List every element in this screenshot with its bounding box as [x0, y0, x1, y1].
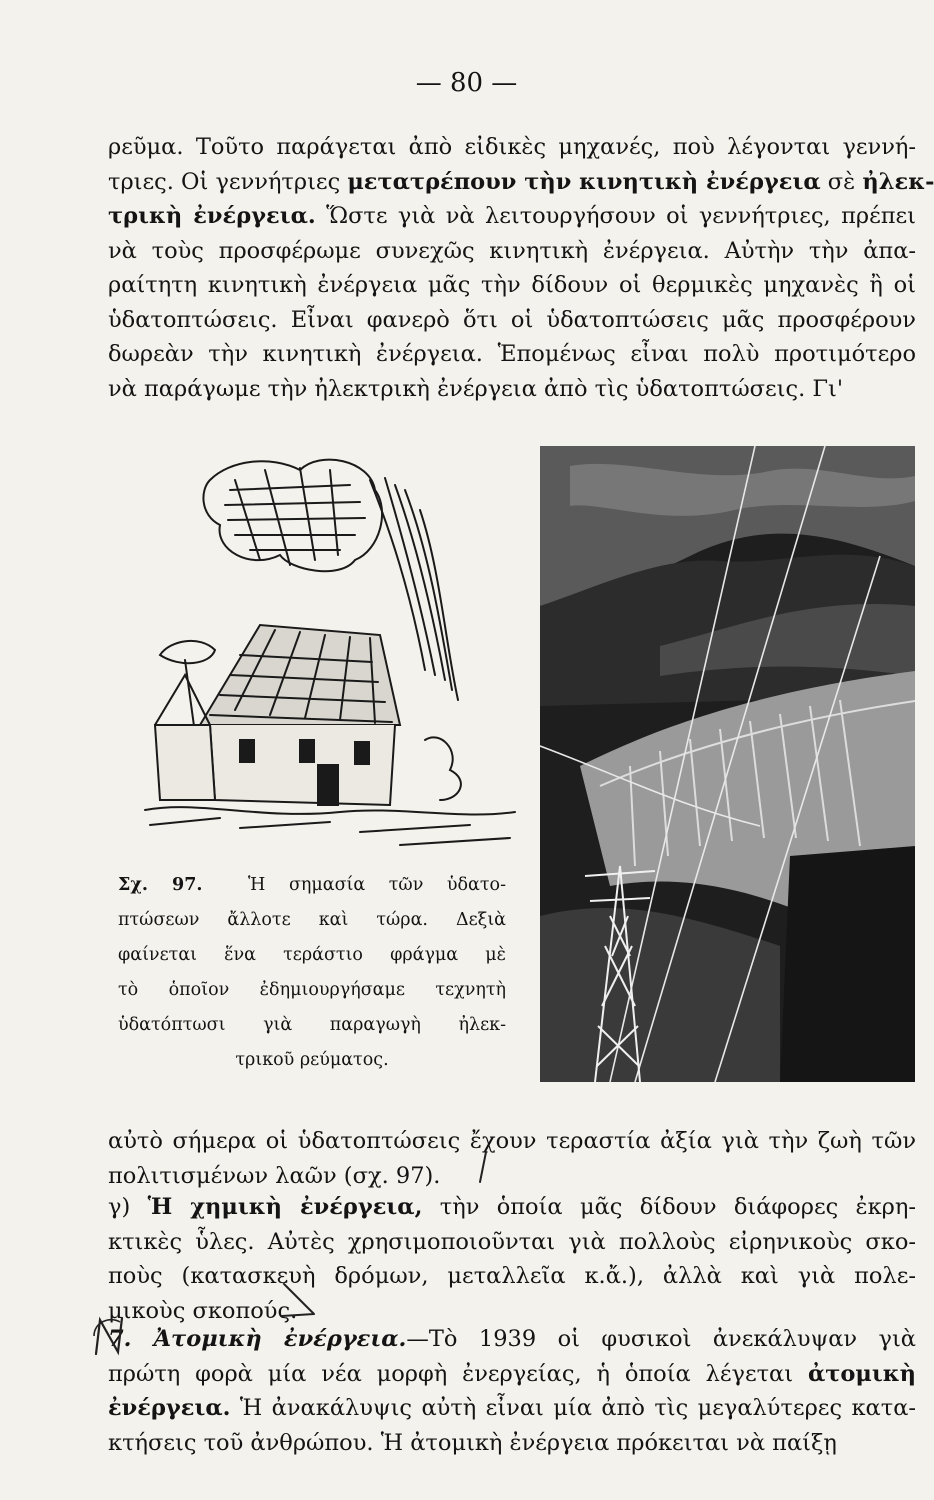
text-line: μικοὺς σκοπούς. — [108, 1297, 298, 1324]
bottom-paragraph-1 — [108, 1124, 916, 1193]
text-line: πρώτη φορὰ μία νέα μορφὴ ἐνεργείας, ἡ ὁποία λέγεται ἀτομικὴ — [108, 1360, 916, 1387]
handwritten-n-mark — [92, 1314, 132, 1360]
caption-line-6: τρικοῦ ρεύματος. — [235, 1050, 389, 1070]
caption-line-5: ὑδατόπτωσι γιὰ παραγωγὴ ἠλεκ- — [118, 1015, 506, 1035]
caption-line-3: φαίνεται ἕνα τεράστιο φράγμα μὲ — [118, 945, 506, 965]
text-line: ραίτητη κινητικὴ ἐνέργεια μᾶς τὴν δίδουν οἱ θερμικὲς μηχανὲς ἢ οἱ — [108, 272, 916, 298]
dam-photograph — [540, 446, 915, 1082]
text-line: ρεῦμα. Τοῦτο παράγεται ἀπὸ εἰδικὲς μηχανές, ποὺ λέγονται γεννή- — [108, 134, 916, 160]
bottom-paragraph-2 — [108, 1190, 916, 1328]
text-line: αὐτὸ σήμερα οἱ ὑδατοπτώσεις ἔχουν τεραστία ἀξία γιὰ τὴν ζωὴ τῶν — [108, 1128, 916, 1154]
caption-label: Σχ. 97. — [118, 875, 203, 895]
emphasized-term: ἐνέργεια. — [108, 1395, 231, 1421]
caption-line-4: τὸ ὁποῖον ἐδημιουργήσαμε τεχνητὴ — [118, 980, 506, 1000]
emphasized-term: τρικὴ ἐνέργεια. — [108, 203, 316, 229]
text-line: ποὺς (κατασκευὴ δρόμων, μεταλλεῖα κ.ἄ.), ἀλλὰ καὶ γιὰ πολε- — [108, 1263, 916, 1289]
text-line: ὑδατοπτώσεις. Εἶναι φανερὸ ὅτι οἱ ὑδατοπτώσεις μᾶς προσφέρουν — [108, 306, 916, 333]
caption-line-1-text: Ἡ σημασία τῶν ὑδατο- — [248, 875, 506, 895]
handwritten-arrow-mark — [278, 1280, 320, 1320]
page-number: — 80 — — [415, 68, 518, 98]
caption-line-1 — [118, 868, 506, 903]
text-line: ἐνέργεια. Ἡ ἀνακάλυψις αὐτὴ εἶναι μία ἀπὸ τὶς μεγαλύτερες κατα- — [108, 1395, 916, 1421]
text-line: τριες. Οἱ γεννήτριες μετατρέπουν τὴν κινητικὴ ἐνέργεια σὲ ἠλεκ- — [108, 168, 934, 195]
top-paragraph — [108, 130, 934, 406]
text-line: κτικὲς ὗλες. Αὐτὲς χρησιμοποιοῦνται γιὰ πολλοὺς εἰρηνικοὺς σκο- — [108, 1228, 916, 1255]
text-line: δωρεὰν τὴν κινητικὴ ἐνέργεια. Ἑπομένως εἶναι πολὺ προτιμότερο — [108, 341, 916, 367]
handwritten-tick-mark — [472, 1150, 492, 1184]
emphasized-term: ἠλεκ- — [862, 168, 934, 195]
figure-caption — [118, 868, 506, 1078]
text-line: τρικὴ ἐνέργεια. Ὥστε γιὰ νὰ λειτουργήσουν οἱ γεννήτριες, πρέπει — [108, 203, 917, 229]
watermill-sketch-figure — [140, 440, 520, 860]
text-line: νὰ παράγωμε τὴν ἠλεκτρικὴ ἐνέργεια ἀπὸ τὶς ὑδατοπτώσεις. Γι' — [108, 375, 844, 402]
emphasized-term: ἀτομικὴ — [807, 1360, 916, 1387]
emphasized-term: 7. Ἀτομικὴ ἐνέργεια. — [108, 1326, 407, 1352]
emphasized-term: μετατρέπουν τὴν κινητικὴ ἐνέργεια — [347, 168, 821, 195]
text-line: νὰ τοὺς προσφέρωμε συνεχῶς κινητικὴ ἐνέργεια. Αὐτὴν τὴν ἀπα- — [108, 237, 916, 264]
text-line: πολιτισμένων λαῶν (σχ. 97). — [108, 1162, 441, 1189]
text-line: γ) Ἡ χημικὴ ἐνέργεια, τὴν ὁποία μᾶς δίδουν διάφορες ἐκρη- — [108, 1194, 916, 1220]
text-line: 7. Ἀτομικὴ ἐνέργεια.—Τὸ 1939 οἱ φυσικοὶ ἀνεκάλυψαν γιὰ — [108, 1326, 916, 1352]
bottom-paragraph-3 — [108, 1322, 916, 1460]
text-line: κτήσεις τοῦ ἀνθρώπου. Ἡ ἀτομικὴ ἐνέργεια πρόκειται νὰ παίξῃ — [108, 1429, 837, 1456]
caption-line-2: πτώσεων ἄλλοτε καὶ τώρα. Δεξιὰ — [118, 910, 506, 930]
emphasized-term: Ἡ χημικὴ ἐνέργεια, — [147, 1194, 423, 1220]
